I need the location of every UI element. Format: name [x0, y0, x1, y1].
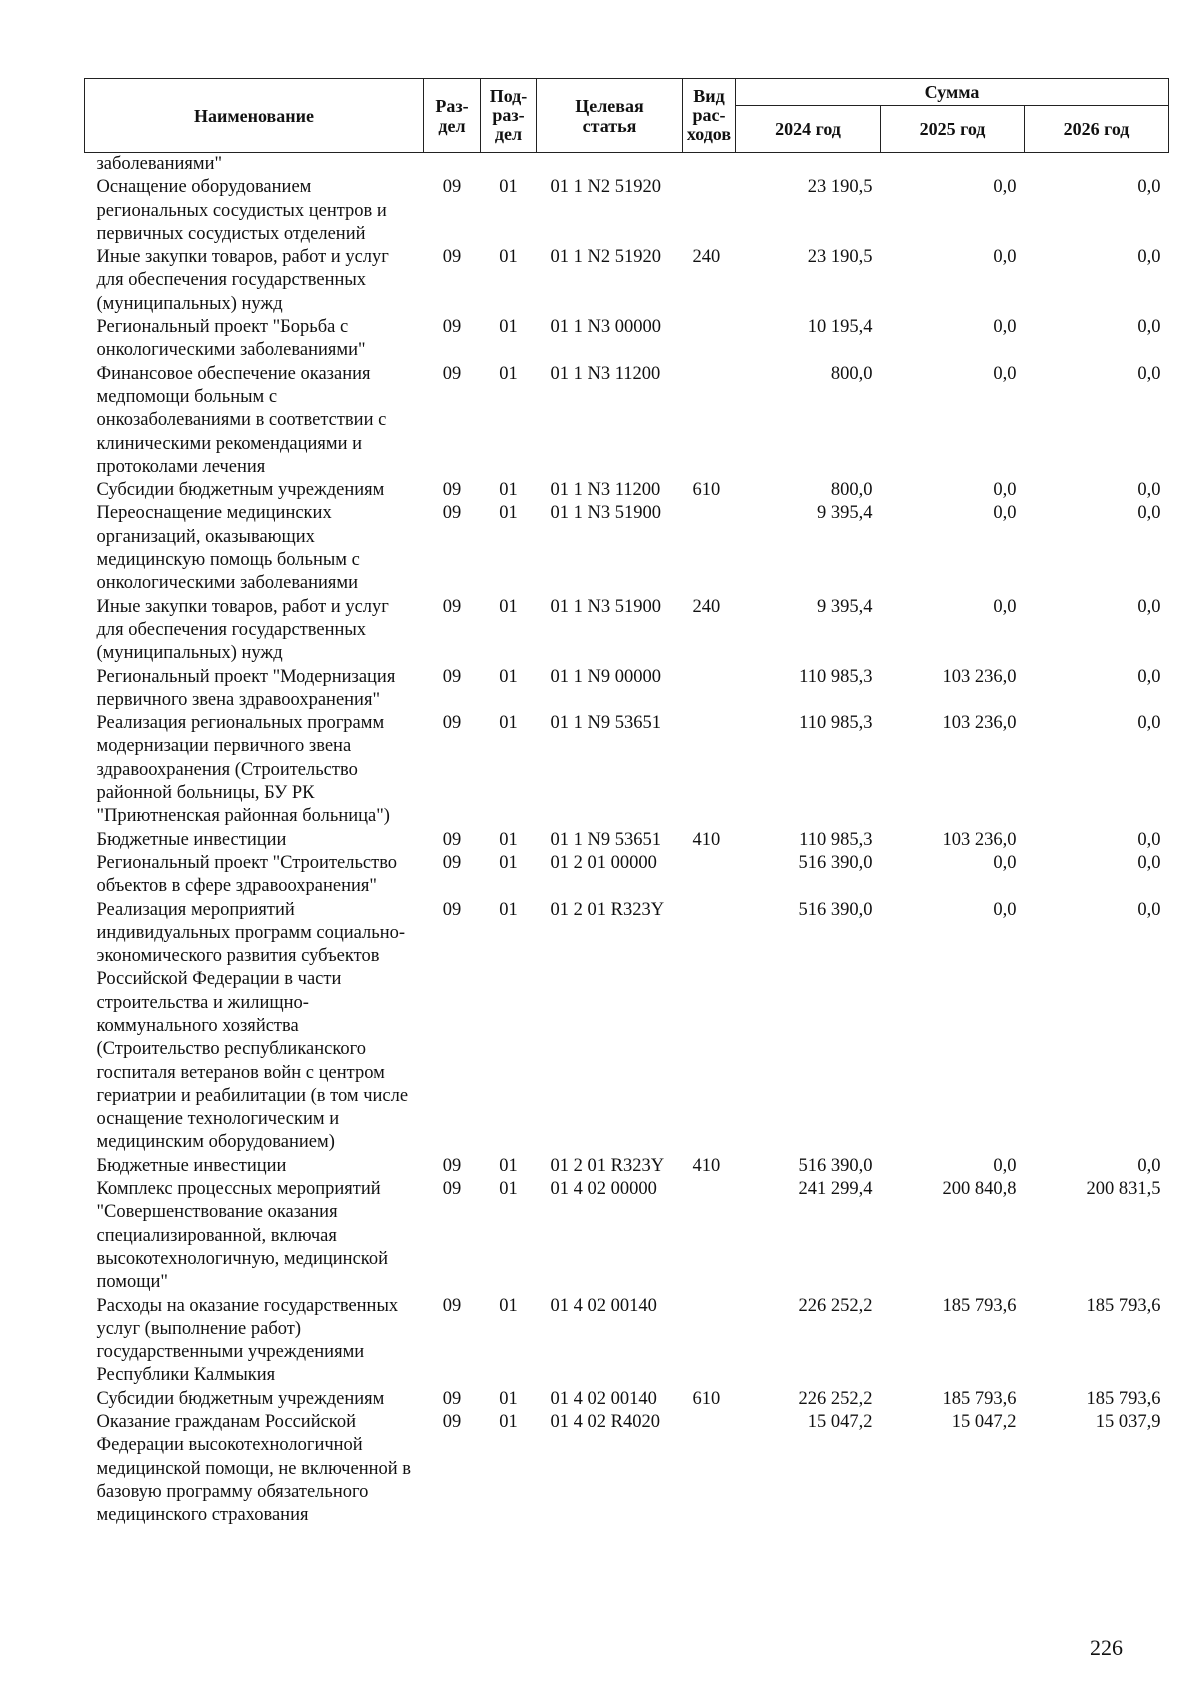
cell-2024: 9 395,4 [817, 503, 873, 524]
cell-celevaya: 01 1 N3 51900 [550, 503, 661, 524]
cell-2025: 0,0 [993, 480, 1017, 501]
cell-2024: 15 047,2 [807, 1412, 873, 1433]
cell-celevaya: 01 1 N9 53651 [550, 713, 661, 734]
cell-name: Финансовое обеспечение оказания медпомощи больным с онкозаболеваниями в соответствии с клиническими рекомендациями и протоколами лечения [96, 363, 387, 477]
cell-2025: 15 047,2 [951, 1412, 1017, 1433]
cell-vid: 410 [692, 1155, 721, 1176]
cell-razdel: 09 [442, 899, 462, 920]
table-row [85, 1411, 1169, 1527]
cell-2025: 0,0 [993, 899, 1017, 920]
cell-podrazdel: 01 [499, 899, 518, 920]
cell-celevaya: 01 4 02 00000 [550, 1179, 657, 1200]
table-row [85, 1155, 1169, 1178]
cell-2025: 200 840,8 [942, 1179, 1017, 1200]
cell-2026 [1025, 153, 1169, 177]
cell-name: Региональный проект "Модернизация первичного звена здравоохранения" [96, 666, 396, 710]
cell-podrazdel: 01 [499, 480, 518, 501]
cell-name: Комплекс процессных мероприятий "Совершенствование оказания специализированной, включая высокотехнологичную, медицинской помощи" [96, 1179, 388, 1293]
cell-name: Региональный проект "Строительство объектов в сфере здравоохранения" [96, 852, 398, 897]
cell-2025: 103 236,0 [942, 713, 1017, 734]
cell-vid [683, 899, 736, 1155]
cell-razdel [424, 153, 481, 177]
cell-vid [683, 153, 736, 177]
cell-name: Реализация мероприятий индивидуальных программ социально-экономического развития субъектов Российской Федерации в части строительства и жилищно-коммунального хозяйства (Строительство республиканского госпиталя ветеранов войн с центром гериатрии и реабилитации (в том числе оснащение технологическим и медицинским оборудованием) [96, 899, 409, 1153]
header-name: Наименование [85, 79, 424, 153]
cell-2024: 226 252,2 [798, 1388, 873, 1409]
cell-2026: 185 793,6 [1086, 1295, 1161, 1316]
cell-podrazdel: 01 [499, 713, 518, 734]
cell-2026: 0,0 [1137, 1155, 1161, 1176]
cell-2024: 800,0 [830, 480, 873, 501]
cell-podrazdel: 01 [499, 1295, 518, 1316]
header-2024: 2024 год [736, 106, 881, 153]
cell-celevaya: 01 1 N3 00000 [550, 317, 661, 338]
cell-razdel: 09 [442, 713, 462, 734]
cell-razdel: 09 [442, 1179, 462, 1200]
cell-vid [683, 852, 736, 899]
header-podrazdel: Под- раз- дел [481, 79, 537, 153]
cell-2026: 0,0 [1137, 363, 1161, 384]
cell-2024: 516 390,0 [798, 899, 873, 920]
budget-table-sheet [84, 78, 1168, 1528]
table-row [85, 829, 1169, 852]
cell-vid: 240 [692, 596, 721, 617]
cell-podrazdel: 01 [499, 666, 518, 687]
cell-2025: 0,0 [993, 363, 1017, 384]
cell-2024: 23 190,5 [807, 177, 873, 198]
cell-razdel: 09 [442, 317, 462, 338]
cell-podrazdel: 01 [499, 1179, 518, 1200]
cell-name: Региональный проект "Борьба с онкологическими заболеваниями" [96, 317, 366, 361]
header-2025: 2025 год [881, 106, 1025, 153]
cell-2024: 110 985,3 [799, 666, 873, 687]
cell-2024: 241 299,4 [798, 1179, 873, 1200]
cell-2024: 110 985,3 [799, 713, 873, 734]
table-row [85, 852, 1169, 899]
cell-celevaya: 01 2 01 R323Y [550, 1155, 665, 1176]
cell-2024: 9 395,4 [817, 596, 873, 617]
table-row [85, 1388, 1169, 1411]
cell-2024: 10 195,4 [807, 317, 873, 338]
cell-vid [683, 1295, 736, 1388]
table-row [85, 596, 1169, 666]
cell-name: Расходы на оказание государственных услуг (выполнение работ) государственными учреждениями Республики Калмыкия [96, 1295, 399, 1386]
cell-vid [683, 1411, 736, 1527]
cell-name: Субсидии бюджетным учреждениям [96, 1388, 385, 1409]
cell-podrazdel: 01 [499, 177, 518, 198]
cell-razdel: 09 [442, 363, 462, 384]
cell-2025: 185 793,6 [942, 1295, 1017, 1316]
cell-vid: 240 [692, 247, 721, 268]
cell-name: Бюджетные инвестиции [96, 1155, 287, 1176]
cell-2024: 110 985,3 [799, 829, 873, 850]
cell-razdel: 09 [442, 247, 462, 268]
cell-vid: 610 [692, 1388, 721, 1409]
cell-2025: 0,0 [993, 317, 1017, 338]
cell-vid: 410 [692, 829, 721, 850]
cell-2025: 0,0 [993, 1155, 1017, 1176]
table-row [85, 502, 1169, 595]
table-body [85, 153, 1169, 1528]
header-razdel: Раз- дел [424, 79, 481, 153]
table-row [85, 363, 1169, 479]
cell-2026: 0,0 [1137, 596, 1161, 617]
header-2026: 2026 год [1025, 106, 1169, 153]
cell-razdel: 09 [442, 852, 462, 873]
cell-2024: 516 390,0 [798, 852, 873, 873]
table-row [85, 1178, 1169, 1294]
cell-celevaya: 01 1 N3 11200 [550, 363, 661, 384]
header-vid: Вид рас- ходов [683, 79, 736, 153]
cell-2024: 226 252,2 [798, 1295, 873, 1316]
cell-2025: 0,0 [993, 503, 1017, 524]
cell-podrazdel: 01 [499, 829, 518, 850]
cell-name: Иные закупки товаров, работ и услуг для обеспечения государственных (муниципальных) нужд [96, 596, 389, 664]
cell-celevaya: 01 1 N2 51920 [550, 247, 661, 268]
cell-2024 [736, 153, 881, 177]
cell-vid [683, 502, 736, 595]
cell-2025: 0,0 [993, 247, 1017, 268]
cell-2026: 0,0 [1137, 177, 1161, 198]
cell-podrazdel: 01 [499, 363, 518, 384]
cell-2026: 0,0 [1137, 503, 1161, 524]
cell-2025: 185 793,6 [942, 1388, 1017, 1409]
cell-2026: 0,0 [1137, 317, 1161, 338]
cell-2026: 15 037,9 [1095, 1412, 1161, 1433]
cell-celevaya: 01 4 02 00140 [550, 1295, 657, 1316]
cell-razdel: 09 [442, 1295, 462, 1316]
cell-2025: 0,0 [993, 852, 1017, 873]
cell-razdel: 09 [442, 596, 462, 617]
cell-2026: 0,0 [1137, 666, 1161, 687]
cell-celevaya: 01 1 N9 00000 [550, 666, 661, 687]
cell-2025: 103 236,0 [942, 829, 1017, 850]
table-row [85, 479, 1169, 502]
cell-celevaya: 01 4 02 00140 [550, 1388, 657, 1409]
cell-2026: 0,0 [1137, 852, 1161, 873]
table-row [85, 153, 1169, 177]
cell-2026: 0,0 [1137, 247, 1161, 268]
table-row [85, 1295, 1169, 1388]
cell-2026: 0,0 [1137, 829, 1161, 850]
cell-name: Оснащение оборудованием региональных сосудистых центров и первичных сосудистых отделений [96, 177, 387, 244]
cell-razdel: 09 [442, 503, 462, 524]
cell-2025: 103 236,0 [942, 666, 1017, 687]
cell-vid [683, 1178, 736, 1294]
budget-table [84, 78, 1169, 1528]
header-celevaya: Целевая статья [537, 79, 683, 153]
cell-name: Переоснащение медицинских организаций, оказывающих медицинскую помощь больным с онкологическими заболеваниями [96, 503, 360, 594]
cell-vid [683, 176, 736, 246]
cell-2024: 516 390,0 [798, 1155, 873, 1176]
cell-razdel: 09 [442, 1155, 462, 1176]
cell-podrazdel: 01 [499, 317, 518, 338]
cell-vid [683, 316, 736, 363]
cell-celevaya: 01 1 N9 53651 [550, 829, 661, 850]
page-number: 226 [1090, 1635, 1123, 1660]
cell-celevaya: 01 1 N3 51900 [550, 596, 661, 617]
table-row [85, 899, 1169, 1155]
cell-name: Бюджетные инвестиции [96, 829, 287, 850]
cell-podrazdel: 01 [499, 247, 518, 268]
cell-name: Иные закупки товаров, работ и услуг для обеспечения государственных (муниципальных) нужд [96, 247, 389, 314]
cell-vid [683, 363, 736, 479]
cell-vid [683, 712, 736, 828]
table-row [85, 666, 1169, 713]
cell-2026: 0,0 [1137, 480, 1161, 501]
cell-2025: 0,0 [993, 177, 1017, 198]
table-row [85, 176, 1169, 246]
cell-celevaya: 01 1 N2 51920 [550, 177, 661, 198]
cell-2024: 800,0 [830, 363, 873, 384]
table-row [85, 246, 1169, 316]
cell-name: заболеваниями" [96, 154, 223, 174]
cell-razdel: 09 [442, 1412, 462, 1433]
cell-razdel: 09 [442, 177, 462, 198]
cell-razdel: 09 [442, 829, 462, 850]
cell-podrazdel: 01 [499, 1412, 518, 1433]
cell-2026: 200 831,5 [1086, 1179, 1161, 1200]
cell-celevaya: 01 2 01 R323Y [550, 899, 665, 920]
cell-2026: 0,0 [1137, 899, 1161, 920]
cell-razdel: 09 [442, 666, 462, 687]
cell-vid [683, 666, 736, 713]
cell-2026: 185 793,6 [1086, 1388, 1161, 1409]
cell-2026: 0,0 [1137, 713, 1161, 734]
table-header [85, 79, 1169, 153]
cell-name: Реализация региональных программ модернизации первичного звена здравоохранения (Строительство районной больницы, БУ РК "Приютненская районная больница") [96, 713, 390, 827]
cell-2024: 23 190,5 [807, 247, 873, 268]
cell-podrazdel: 01 [499, 1388, 518, 1409]
table-row [85, 316, 1169, 363]
cell-podrazdel: 01 [499, 852, 518, 873]
cell-celevaya [537, 153, 683, 177]
cell-2025 [881, 153, 1025, 177]
cell-vid: 610 [692, 480, 721, 501]
cell-razdel: 09 [442, 1388, 462, 1409]
cell-celevaya: 01 2 01 00000 [550, 852, 657, 873]
header-summa: Сумма [736, 79, 1169, 106]
cell-podrazdel: 01 [499, 1155, 518, 1176]
cell-podrazdel [481, 153, 537, 177]
table-row [85, 712, 1169, 828]
cell-celevaya: 01 4 02 R4020 [550, 1412, 660, 1433]
cell-celevaya: 01 1 N3 11200 [550, 480, 661, 501]
cell-razdel: 09 [442, 480, 462, 501]
cell-podrazdel: 01 [499, 596, 518, 617]
cell-name: Субсидии бюджетным учреждениям [96, 480, 385, 501]
cell-2025: 0,0 [993, 596, 1017, 617]
cell-name: Оказание гражданам Российской Федерации высокотехнологичной медицинской помощи, не включенной в базовую программу обязательного медицинского страхования [96, 1412, 412, 1526]
cell-podrazdel: 01 [499, 503, 518, 524]
